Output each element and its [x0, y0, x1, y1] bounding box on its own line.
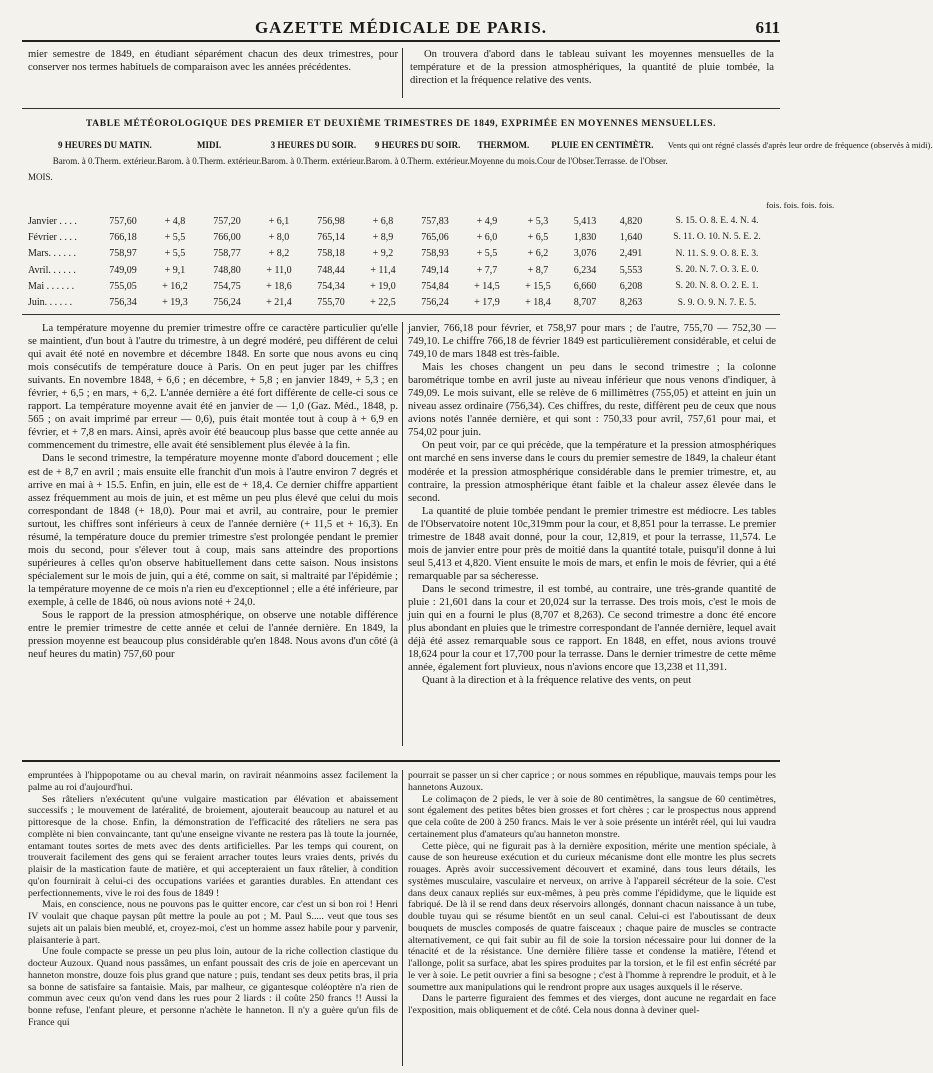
table-row	[22, 294, 780, 310]
feuilleton-paragraph: Le colimaçon de 2 pieds, le ver à soie de 80 centimètres, la sangsue de 60 centimètres, sont également des petites bêtes bien grosses et fort chères ; car le prospectus nous apprend que cela coûte de 200 à 250 francs. Mais le ver à soie présente un intérêt réel, qui lui vaudra certainement plus d'amateurs qu'au hanneton monstre.	[408, 793, 776, 840]
feuilleton-paragraph: Cette pièce, qui ne figurait pas à la dernière exposition, mérite une mention spéciale, à cause de son heureuse exécution et du curieux mécanisme dont elle montre les plus secrets rouages. Après avoir successivement découvert et examiné, dans tous leurs détails, les systèmes musculaire, vasculaire et nerveux, on arrive à l'appareil sécréteur de la soie. C'est dans deux canaux repliés sur eux-mêmes, à peu près comme l'épididyme, que le liquide est fabriqué. De là il se rend dans deux réservoirs allongés, donnant chacun naissance à un tube, double tuyau qui se résume bientôt en un seul canal. Celui-ci est l'aboutissant de deux bouquets de muscles composés de quatre faisceaux ; chaque paire de muscles se contracte alternativement, ce qui fait subir au fil de soie la torsion nécessaire pour lui donner de la ténacité et de la résistance. Une dernière filière tasse et condense la matière, l'étend et l'allonge, polit sa surface, abat les spires produites par la torsion, et le fil est enfin sécrété par le ver à soie. Le petit ouvrier a fini sa besogne ; c'est à l'homme à reprendre le produit, et à le soumettre aux manipulations qui le rendront propre aux usages auxquels il le réserve.	[408, 840, 776, 993]
cell-tmidi: + 6,1	[268, 215, 290, 227]
paragraph-resume: On peut voir, par ce qui précède, que la température et la pression atmosphériques ont marché en sens inverse dans le cours du premier semestre de 1849, la chaleur étant modérée et la pression atmosphérique considérable dans le premier trimestre, et, au contraire, la pression atmosphérique étant faible et la chaleur assez élevée dans le second.	[408, 440, 776, 504]
cell-moy: + 6,5	[527, 231, 549, 243]
cell-moy: + 15,5	[525, 280, 551, 292]
cell-b9s: 758,93	[421, 248, 449, 260]
cell-t9m: + 19,3	[162, 297, 188, 309]
table-row	[22, 278, 780, 294]
cell-terr: 4,820	[619, 215, 643, 227]
cell-b3s: 754,34	[317, 280, 345, 292]
feuilleton-paragraph: empruntées à l'hippopotame ou au cheval marin, on ravirait néanmoins assez facilement la palme au roi d'aujourd'hui.	[28, 770, 398, 793]
cell-b9m: 756,34	[109, 297, 137, 309]
vents-header: Vents qui ont régné classés d'après leur ordre de fréquence (observés à midi).	[667, 140, 933, 150]
main-right-column	[408, 322, 776, 687]
cell-bmidi: 754,75	[213, 280, 241, 292]
table-row	[22, 229, 780, 245]
baro-header: Barom. à 0.	[365, 156, 408, 166]
cell-t9m: + 4,8	[164, 215, 186, 227]
cell-t3s: + 6,8	[372, 215, 394, 227]
cell-vents: S. 20. N. 8. O. 2. E. 1.	[675, 281, 759, 292]
table-top-rule	[22, 108, 780, 109]
page-header	[22, 18, 780, 42]
cell-tmidi: + 18,6	[266, 280, 292, 292]
cell-moy: + 18,4	[525, 297, 551, 309]
cell-tmidi: + 8,0	[268, 231, 290, 243]
therm-header: Therm. extérieur.	[407, 156, 470, 166]
baro-header: Barom. à 0.	[261, 156, 304, 166]
cell-cour: 1,830	[573, 231, 597, 243]
cell-b9s: 756,24	[421, 297, 449, 309]
main-left-column	[28, 322, 398, 661]
baro-header: Barom. à 0.	[157, 156, 199, 166]
paragraph-temperature-q1: La température moyenne du premier trimestre offre ce caractère particulier qu'elle se maintient, d'un bout à l'autre du trimestre, à un degré modéré, peu différent de celui qui avait été noté en novembre et décembre 1848. En sorte que nous avons eu cinq mois consécutifs de température douce à Paris. On en peut juger par les chiffres suivants. En novembre 1848, + 6,6 ; en décembre, + 5,8 ; en janvier 1849, + 5,3 ; en février, + 6,5 ; en mars, + 6,2. L'année dernière a été fort différente de celle-ci sous ce rapport. La température moyenne avait été en janvier de — 1,0 (Gaz. Méd., 1848, p. 565 ; on avait imprimé par erreur — 0,6), puis était montée tout à coup à + 6,9 en février, et + 7,8 en mars. Ainsi, après avoir été beaucoup plus basse que cette année au commencement du trimestre, elle avait été sensiblement plus élevée à la fin.	[28, 323, 398, 452]
cell-mois: Juin. . . . . .	[28, 297, 73, 309]
intro-right-column	[410, 48, 774, 87]
cell-t9m: + 9,1	[164, 264, 186, 276]
cell-t9s: + 4,9	[476, 215, 498, 227]
group-9h-matin: 9 HEURES DU MATIN.	[57, 140, 152, 150]
cell-t9m: + 16,2	[162, 280, 188, 292]
cell-b3s: 756,98	[317, 215, 345, 227]
cell-b9s: 765,06	[421, 231, 449, 243]
cell-bmidi: 766,00	[213, 231, 241, 243]
cell-moy: + 5,3	[527, 215, 549, 227]
paragraph-pluie-q1: La quantité de pluie tombée pendant le premier trimestre est médiocre. Les tables de l'Observatoire notent 10c,319mm pour la cour, et 8,851 pour la terrasse. Le premier trimestre de 1848 avait donné, pour la cour, 12,819, et pour la terrasse, 11,574. Le mois de janvier entre pour près de moitié dans la quantité totale, puisqu'il donne à lui seul 5,413 et 4,820. Vient ensuite le mois de mars, et enfin le mois de février, qui a été remarquable par sa sécheresse.	[408, 505, 776, 582]
cell-terr: 5,553	[619, 264, 643, 276]
cell-mois: Mars. . . . . .	[28, 248, 77, 260]
cell-b9m: 749,09	[109, 264, 137, 276]
fois-row	[22, 198, 933, 212]
moyenne-header: Moyenne du mois.	[469, 156, 537, 166]
page-number: 611	[755, 18, 780, 37]
table-row	[22, 213, 780, 229]
cell-t9s: + 5,5	[476, 248, 498, 260]
cell-cour: 8,707	[573, 297, 597, 309]
cell-b9m: 755,05	[109, 280, 137, 292]
cell-bmidi: 758,77	[213, 248, 241, 260]
cell-bmidi: 748,80	[213, 264, 241, 276]
cell-vents: S. 15. O. 8. E. 4. N. 4.	[675, 216, 759, 227]
newspaper-page	[22, 0, 933, 1073]
cell-mois: Avril. . . . . .	[28, 264, 76, 276]
baro-header: Barom. à 0.	[52, 156, 95, 166]
cell-b9m: 757,60	[109, 215, 137, 227]
cour-header: Cour de l'Obser.	[536, 156, 596, 166]
cell-cour: 5,413	[573, 215, 597, 227]
intro-left-column	[28, 48, 398, 74]
group-9h-soir: 9 HEURES DU SOIR.	[374, 140, 461, 150]
cell-t9s: + 14,5	[474, 280, 500, 292]
cell-mois: Mai . . . . . .	[28, 280, 75, 292]
group-3h-soir: 3 HEURES DU SOIR.	[270, 140, 357, 150]
cell-tmidi: + 11,0	[266, 264, 292, 276]
table-group-header	[22, 140, 933, 156]
cell-bmidi: 757,20	[213, 215, 241, 227]
cell-tmidi: + 8,2	[268, 248, 290, 260]
cell-b3s: 758,18	[317, 248, 345, 260]
cell-cour: 6,234	[573, 264, 597, 276]
column-divider	[402, 48, 403, 98]
month-column-header: MOIS.	[28, 171, 53, 182]
feuilleton-paragraph: Dans le parterre figuraient des femmes et des vierges, dont aucune ne regardait en face l'exposition, mais obliquement et de côté. Cela nous donna à deviner quel-	[408, 993, 776, 1016]
cell-t3s: + 19,0	[370, 280, 396, 292]
cell-b9m: 758,97	[109, 248, 137, 260]
meteorological-table	[22, 140, 933, 212]
cell-t3s: + 22,5	[370, 297, 396, 309]
group-thermom: THERMOM.	[477, 140, 530, 150]
cell-b9s: 754,84	[421, 280, 449, 292]
feuilleton-right-column	[408, 770, 776, 1017]
cell-t9s: + 17,9	[474, 297, 500, 309]
cell-terr: 6,208	[619, 280, 643, 292]
cell-t9s: + 6,0	[476, 231, 498, 243]
paragraph-pression: Sous le rapport de la pression atmosphérique, on observe une notable différence entre le premier trimestre de cette année et celui de l'année dernière. En 1849, la pression moyenne est beaucoup plus considérable qu'en 1848. Nous avons d'un côté (à neuf heures du matin) 757,60 pour	[28, 610, 398, 661]
terrasse-header: Terrasse. de l'Obser.	[595, 156, 668, 166]
table-title: TABLE MÉTÉOROLOGIQUE DES PREMIER ET DEUXIÈME TRIMESTRES DE 1849, EXPRIMÉE EN MOYENNES MENSUELLES.	[85, 118, 717, 129]
cell-moy: + 6,2	[527, 248, 549, 260]
feuilleton-paragraph: pourrait se passer un si cher caprice ; or nous sommes en république, mauvais temps pour les hannetons Auzoux.	[408, 770, 776, 793]
therm-header: Therm. extérieur.	[94, 156, 157, 166]
feuilleton-rule	[22, 760, 780, 762]
intro-left-text: mier semestre de 1849, en étudiant séparément chacun des deux trimestres, pour conserver nos termes habituels de comparaison avec les années précédentes.	[28, 49, 398, 74]
feuilleton-paragraph: Mais, en conscience, nous ne pouvons pas le quitter encore, car c'est un si bon roi ! Henri IV voulait que chaque paysan pût mettre la poule au pot ; M. Paul S..... veut que tous ses sujets ait un palais bien meublé, et, croyez-moi, c'est un homme assez habile pour y parvenir, plaisanterie à part.	[28, 899, 398, 946]
cell-terr: 8,263	[619, 297, 643, 309]
cell-t9m: + 5,5	[164, 231, 186, 243]
cell-b9m: 766,18	[109, 231, 137, 243]
paragraph-second-trimestre: Mais les choses changent un peu dans le second trimestre ; la colonne barométrique tombe en avril juste au niveau inférieur que nous venons d'indiquer, à 749,09. Le mois suivant, elle se relève de 6 millimètres (755,05) et atteint en juin un niveau assez ordinaire (756,34). Ces chiffres, du reste, diffèrent peu de ceux que nous avions notés l'année dernière, et qui sont : 750,33 pour avril, 757,61 pour mai, et 754,02 pour juin.	[408, 362, 776, 439]
cell-cour: 6,660	[573, 280, 597, 292]
group-pluie: PLUIE EN CENTIMÈTR.	[551, 140, 654, 150]
column-divider	[402, 322, 403, 746]
cell-b9s: 757,83	[421, 215, 449, 227]
cell-t9m: + 5,5	[164, 248, 186, 260]
cell-vents: S. 9. O. 9. N. 7. E. 5.	[677, 297, 757, 308]
paragraph-pression-cont: janvier, 766,18 pour février, et 758,97 pour mars ; de l'autre, 755,70 — 752,30 — 749,10. Le chiffre 766,18 de février 1849 est particulièrement considérable, et celui de 749,10 de mars 1848 est très-faible.	[408, 323, 776, 361]
table-row	[22, 262, 780, 278]
cell-tmidi: + 21,4	[266, 297, 292, 309]
group-midi: MIDI.	[196, 140, 222, 150]
cell-t3s: + 9,2	[372, 248, 394, 260]
cell-bmidi: 756,24	[213, 297, 241, 309]
paragraph-vents: Quant à la direction et à la fréquence relative des vents, on peut	[422, 675, 692, 687]
cell-cour: 3,076	[573, 248, 597, 260]
cell-b3s: 755,70	[317, 297, 345, 309]
table-rows	[22, 213, 780, 311]
cell-moy: + 8,7	[527, 264, 549, 276]
cell-vents: S. 20. N. 7. O. 3. E. 0.	[675, 265, 759, 276]
feuilleton-paragraph: Une foule compacte se presse un peu plus loin, autour de la riche collection clastique du docteur Auzoux. Quand nous passâmes, un enfant poussait des cris de joie en apercevant un hanneton monstre, douze fois plus grand que nature ; puis, tendant ses deux petits bras, il pria sa bonne de satisfaire sa fantaisie. Mais, par malheur, ce gigantesque coléoptère n'a rien de commun avec ceux qu'on vend dans les rues pour 2 liards : il coûte 250 francs !! Aussi la bonne refuse, l'enfant pleure, et personne n'achète le hanneton. Il n'y a guère qu'un fils de France qui	[28, 946, 398, 1028]
table-row	[22, 246, 780, 262]
cell-terr: 1,640	[619, 231, 643, 243]
feuilleton-paragraph: Ses râteliers n'exécutent qu'une vulgaire mastication par élévation et abaissement successifs ; le mouvement de latéralité, de broiement, ajouterait beaucoup au naturel et au pittoresque de la chose. Enfin, la démonstration de l'efficacité des râteliers ne sera pas complète ni bien convaincante, tant qu'une enseigne vivante ne restera pas là toute la journée, entamant toutes sortes de mets avec des dents artificielles. Par les temps qui courent, on trouverait facilement des gens qui se feraient arracher toutes leurs vraies dents, privés du plaisir de la mastication faute de matière, et qui accepteraient un faux râtelier, à condition qu'on fournirait à celui-ci des occupations variées et garanties durables. En attendant ces perfectionnements, vive le roi des fous de 1849 !	[28, 793, 398, 899]
therm-header: Therm. extérieur.	[199, 156, 262, 166]
intro-right-text: On trouvera d'abord dans le tableau suivant les moyennes mensuelles de la température et de la pression atmosphériques, la quantité de pluie tombée, la direction et la fréquence relative des vents.	[410, 49, 774, 87]
fois-labels: fois. fois. fois. fois.	[766, 200, 835, 210]
cell-vents: N. 11. S. 9. O. 8. E. 3.	[675, 248, 759, 259]
cell-t3s: + 11,4	[370, 264, 396, 276]
paragraph-temperature-q2: Dans le second trimestre, la température moyenne monte d'abord doucement ; elle est de + 8,7 en avril ; mais ensuite elle franchit d'un mois à l'autre environ 7 degrés et arrive en mai à + 15.5. Enfin, en juin, elle est de + 18,4. Ce dernier chiffre appartient assez fréquemment au mois de juin, et est même un peu plus élevé que celui du mois correspondant de 1848 (+ 18,0). Pour mai et avril, au contraire, pour le premier surtout, les chiffres sont inférieurs à ceux de l'année dernière (+ 11,5 et + 16,3). En résumé, la température douce du premier trimestre s'est prolongée pendant le premier mois du second, pour s'élever tout à coup, mais sans atteindre des proportions supérieures à celles qu'on observe habituellement dans cette saison. Nous insistons spécialement sur le mois de juin, qui a été, comme on sait, si maltraité par l'épidémie ; la température moyenne de ce mois n'a rien eu d'exceptionnel ; elle a été inférieure, par exemple, à celle de 1846, où nous avions noté + 24,0.	[28, 453, 398, 608]
cell-b3s: 765,14	[317, 231, 345, 243]
cell-t3s: + 8,9	[372, 231, 394, 243]
cell-b3s: 748,44	[317, 264, 345, 276]
cell-b9s: 749,14	[421, 264, 449, 276]
cell-t9s: + 7,7	[476, 264, 498, 276]
cell-mois: Février . . . .	[28, 231, 77, 243]
feuilleton-left-column	[28, 770, 398, 1029]
paragraph-pluie-q2: Dans le second trimestre, il est tombé, au contraire, une très-grande quantité de pluie : 21,601 dans la cour et 20,024 sur la terrasse. Des trois mois, c'est le mois de juin qui en a fourni le plus (8,707 et 8,263). Ce second trimestre a donc été encore plus abondant en pluies que le trimestre correspondant de l'année dernière, lequel avait déjà été assez remarquable sous ce rapport. En 1848, en effet, nous avions trouvé 18,624 pour la cour et 17,700 pour la terrasse. Dans le dernier trimestre de cette même année, également fort pluvieux, nous n'avions encore que 13,238 et 11,391.	[408, 583, 776, 674]
cell-vents: S. 11. O. 10. N. 5. E. 2.	[673, 232, 761, 243]
cell-terr: 2,491	[619, 248, 643, 260]
table-bottom-rule	[22, 314, 780, 315]
column-divider	[402, 770, 403, 1066]
cell-mois: Janvier . . . .	[28, 215, 77, 227]
therm-header: Therm. extérieur.	[303, 156, 366, 166]
journal-title: GAZETTE MÉDICALE DE PARIS.	[254, 18, 548, 37]
